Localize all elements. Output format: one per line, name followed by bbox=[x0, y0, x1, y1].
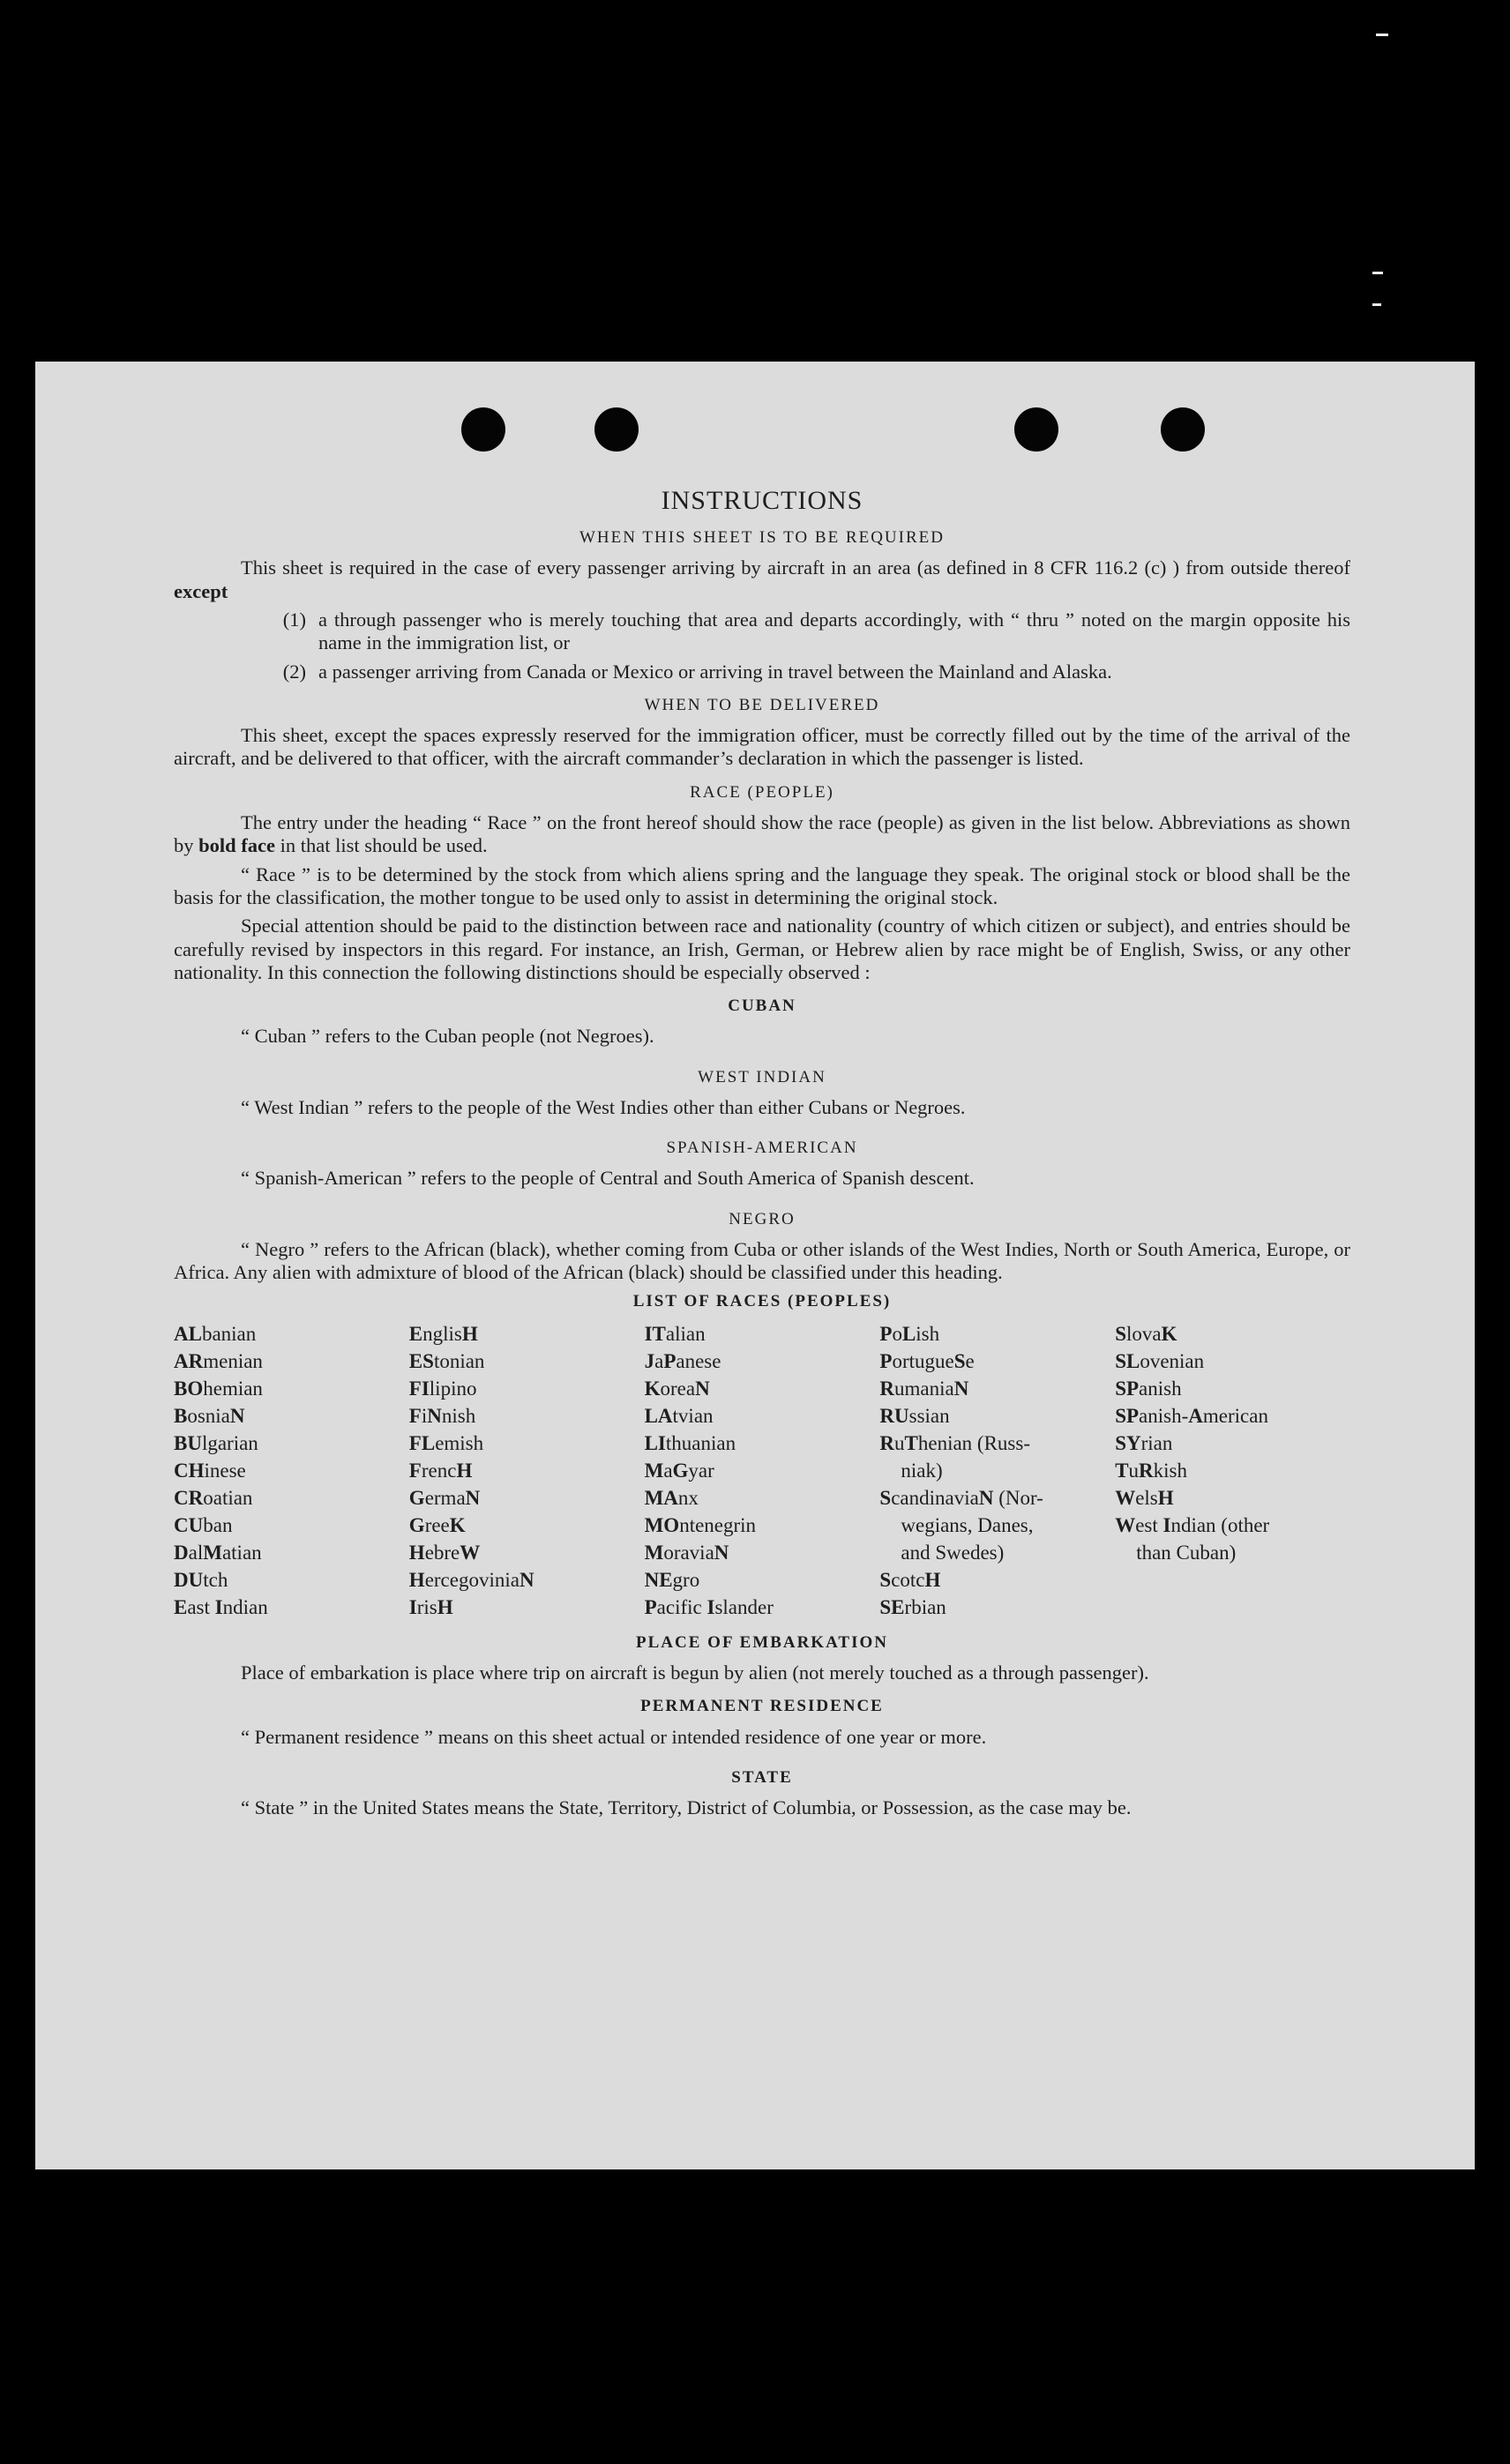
negro-text: “ Negro ” refers to the African (black), whether coming from Cuba or other islands of the West Indies, North or South America, Europe, or Africa. Any alien with admixture of blood of the African (black) should be classified under this heading. bbox=[174, 1237, 1350, 1284]
races-column bbox=[174, 1320, 409, 1621]
race-entry: MoraviaN bbox=[644, 1541, 729, 1564]
race-entry: ITalian bbox=[644, 1322, 706, 1345]
delivered-text: This sheet, except the spaces expressly reserved for the immigration officer, must be correctly filled out by the time of the arrival of the aircraft, and be delivered to that officer, with the aircraft commander’s declaration in which the passenger is listed. bbox=[174, 724, 1350, 770]
race-entry: LIthuanian bbox=[644, 1431, 736, 1454]
section-heading-race: RACE (PEOPLE) bbox=[690, 782, 834, 802]
section-heading-embarkation: PLACE OF EMBARKATION bbox=[636, 1632, 888, 1652]
section-heading-west-indian: WEST INDIAN bbox=[698, 1067, 826, 1086]
race-entry: CUban bbox=[174, 1513, 233, 1536]
race-paragraph: Special attention should be paid to the distinction between race and nationality (country of which citizen or subject), and entries should be carefully revised by inspectors in this regard. For instance, an Irish, German, or Hebrew alien by race might be of English, Swiss, or any other nationality. In this connection the following distinctions should be especially observed : bbox=[174, 915, 1350, 983]
race-entry: MOntenegrin bbox=[644, 1513, 757, 1536]
race-entry: East Indian bbox=[174, 1595, 268, 1618]
race-entry: SErbian bbox=[879, 1595, 946, 1618]
race-entry: wegians, Danes, bbox=[901, 1513, 1034, 1536]
race-entry: than Cuban) bbox=[1136, 1541, 1237, 1564]
race-entry: FiNnish bbox=[408, 1404, 476, 1427]
punch-hole bbox=[461, 407, 505, 452]
race-entry: Pacific Islander bbox=[644, 1595, 774, 1618]
race-entry: BUlgarian bbox=[174, 1431, 258, 1454]
race-entry: DalMatian bbox=[174, 1541, 262, 1564]
section-heading-residence: PERMANENT RESIDENCE bbox=[640, 1697, 884, 1716]
race-entry: ScotcH bbox=[879, 1568, 941, 1591]
race-entry: LAtvian bbox=[644, 1404, 714, 1427]
race-entry: DUtch bbox=[174, 1568, 228, 1591]
race-entry: IrisH bbox=[408, 1595, 453, 1618]
embarkation-text: Place of embarkation is place where trip on aircraft is begun by alien (not merely touched as a through passenger). bbox=[241, 1661, 1149, 1684]
race-entry: ScandinaviaN (Nor- bbox=[879, 1486, 1043, 1509]
races-column bbox=[1115, 1320, 1350, 1621]
exception-item: (2) a passenger arriving from Canada or Mexico or arriving in travel between the Mainland and Alaska. bbox=[282, 660, 1112, 683]
punch-hole bbox=[594, 407, 639, 452]
cuban-text: “ Cuban ” refers to the Cuban people (not Negroes). bbox=[241, 1025, 654, 1048]
section-heading-negro: NEGRO bbox=[729, 1209, 796, 1228]
section-heading-required: WHEN THIS SHEET IS TO BE REQUIRED bbox=[579, 528, 945, 548]
race-entry: SPanish-American bbox=[1115, 1404, 1268, 1427]
race-entry: ALbanian bbox=[174, 1322, 257, 1345]
race-entry: West Indian (other bbox=[1115, 1513, 1270, 1536]
state-text: “ State ” in the United States means the State, Territory, District of Columbia, or Possession, as the case may be. bbox=[241, 1796, 1132, 1819]
punch-hole bbox=[1014, 407, 1058, 452]
race-paragraph: “ Race ” is to be determined by the stock from which aliens spring and the language they speak. The original stock or blood shall be the basis for the classification, the mother tongue to be used only to assist in determining the original stock. bbox=[174, 862, 1350, 908]
instructions-content bbox=[174, 485, 1350, 1819]
race-entry: PortugueSe bbox=[879, 1349, 975, 1372]
race-entry: SLovenian bbox=[1115, 1349, 1205, 1372]
race-entry: JaPanese bbox=[644, 1349, 721, 1372]
race-entry: SYrian bbox=[1115, 1431, 1173, 1454]
required-intro: This sheet is required in the case of every passenger arriving by aircraft in an area (as defined in 8 CFR 116.2 (c) ) from outside thereof except bbox=[174, 556, 1350, 602]
race-entry: KoreaN bbox=[644, 1377, 710, 1400]
race-entry: ARmenian bbox=[174, 1349, 263, 1372]
section-heading-delivered: WHEN TO BE DELIVERED bbox=[644, 695, 880, 714]
races-column bbox=[645, 1320, 880, 1621]
race-entry: FIlipino bbox=[408, 1377, 477, 1400]
section-heading-cuban: CUBAN bbox=[728, 997, 796, 1016]
race-entry: WelsH bbox=[1115, 1486, 1174, 1509]
race-entry: GermaN bbox=[408, 1486, 481, 1509]
race-entry: HercegoviniaN bbox=[408, 1568, 534, 1591]
section-heading-state: STATE bbox=[731, 1767, 793, 1787]
punch-hole bbox=[1161, 407, 1205, 452]
race-entry: BosniaN bbox=[174, 1404, 245, 1427]
race-entry: RUssian bbox=[879, 1404, 950, 1427]
race-entry: SPanish bbox=[1115, 1377, 1182, 1400]
race-entry: niak) bbox=[901, 1459, 943, 1482]
spanish-american-text: “ Spanish-American ” refers to the people of Central and South America of Spanish descent. bbox=[241, 1167, 975, 1190]
race-paragraph: The entry under the heading “ Race ” on the front hereof should show the race (people) as given in the list below. Abbreviations as shown by bold face in that list should be used. bbox=[174, 810, 1350, 857]
race-entry: EStonian bbox=[408, 1349, 485, 1372]
instruction-sheet bbox=[35, 362, 1475, 2169]
west-indian-text: “ West Indian ” refers to the people of the West Indies other than either Cubans or Negroes. bbox=[241, 1095, 966, 1118]
section-heading-races-list: LIST OF RACES (PEOPLES) bbox=[632, 1291, 892, 1310]
race-entry: CHinese bbox=[174, 1459, 246, 1482]
race-entry: NEgro bbox=[644, 1568, 700, 1591]
race-entry: MaGyar bbox=[644, 1459, 714, 1482]
race-entry: FrencH bbox=[408, 1459, 473, 1482]
section-heading-spanish-american: SPANISH-AMERICAN bbox=[666, 1139, 858, 1158]
race-entry: SlovaK bbox=[1115, 1322, 1177, 1345]
race-entry: CRoatian bbox=[174, 1486, 253, 1509]
races-list bbox=[174, 1320, 1350, 1621]
race-entry: MAnx bbox=[644, 1486, 699, 1509]
race-entry: EnglisH bbox=[408, 1322, 478, 1345]
race-entry: FLemish bbox=[408, 1431, 484, 1454]
races-column bbox=[409, 1320, 645, 1621]
race-entry: and Swedes) bbox=[901, 1541, 1005, 1564]
race-entry: BOhemian bbox=[174, 1377, 263, 1400]
race-entry: PoLish bbox=[879, 1322, 940, 1345]
race-entry: HebreW bbox=[408, 1541, 481, 1564]
race-entry: RumaniaN bbox=[879, 1377, 969, 1400]
exception-item: (1) a through passenger who is merely touching that area and departs accordingly, with “ thru ” noted on the margin opposite his name in the immigration list, or bbox=[282, 608, 1350, 654]
race-entry: RuThenian (Russ- bbox=[879, 1431, 1030, 1454]
page-title: INSTRUCTIONS bbox=[661, 486, 863, 515]
race-entry: TuRkish bbox=[1115, 1459, 1187, 1482]
races-column bbox=[879, 1320, 1115, 1621]
residence-text: “ Permanent residence ” means on this sheet actual or intended residence of one year or more. bbox=[241, 1725, 987, 1748]
race-entry: GreeK bbox=[408, 1513, 466, 1536]
